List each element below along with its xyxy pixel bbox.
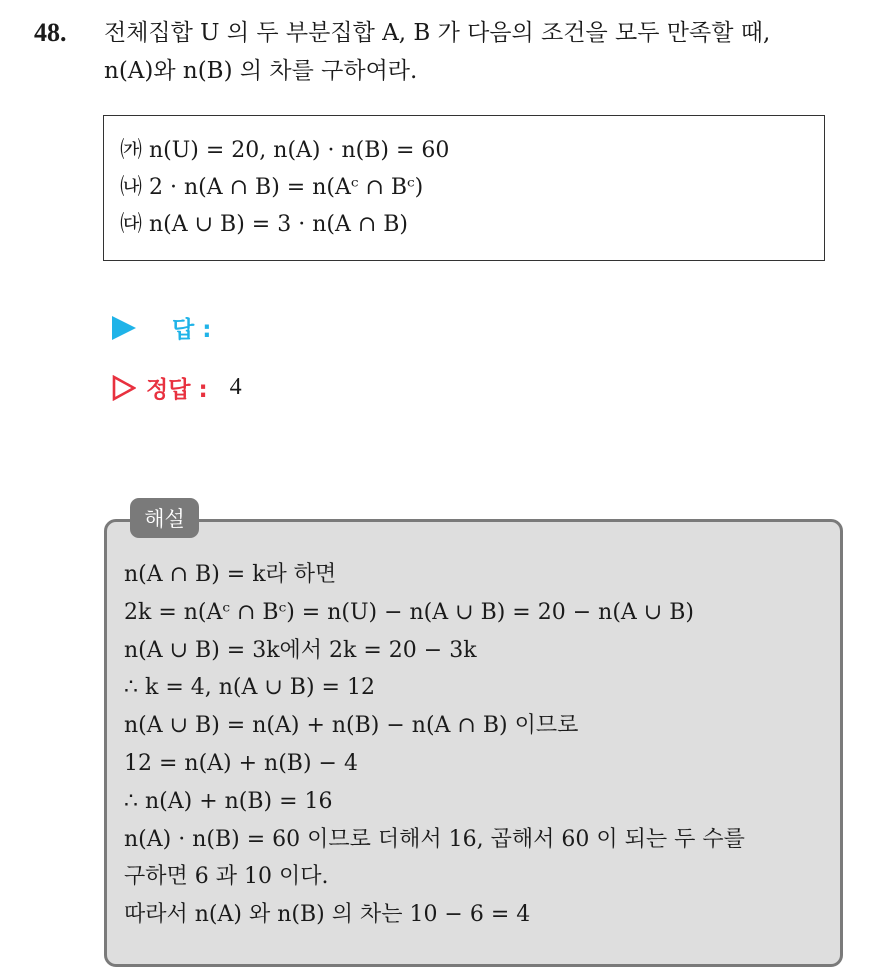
problem-statement xyxy=(34,14,874,90)
solution-line: 따라서 n(A) 와 n(B) 의 차는 10 − 6 = 4 xyxy=(124,902,531,928)
problem-text-line-2: n(A)와 n(B) 의 차를 구하여라. xyxy=(104,58,418,84)
solution-line: ∴ k = 4, n(A ∪ B) = 12 xyxy=(124,675,375,701)
correct-answer-row xyxy=(112,371,242,404)
problem-number: 48. xyxy=(34,18,67,47)
triangle-outline-icon xyxy=(112,375,136,401)
answer-label: 답 : xyxy=(172,317,212,343)
solution-line: ∴ n(A) + n(B) = 16 xyxy=(124,788,333,814)
triangle-play-icon xyxy=(112,316,136,340)
conditions-box xyxy=(103,115,825,261)
correct-answer-label: 정답 : xyxy=(146,377,208,403)
solution-tab: 해설 xyxy=(130,498,199,538)
problem-text-line-1: 전체집합 U 의 두 부분집합 A, B 가 다음의 조건을 모두 만족할 때, xyxy=(104,20,771,46)
solution-line: n(A ∩ B) = k라 하면 xyxy=(124,562,337,587)
condition-da: ㈐ n(A ∪ B) = 3 · n(A ∩ B) xyxy=(120,212,409,237)
solution-text xyxy=(124,556,834,934)
solution-line: n(A ∪ B) = 3k에서 2k = 20 − 3k xyxy=(124,637,477,663)
solution-line: 2k = n(Aᶜ ∩ Bᶜ) = n(U) − n(A ∪ B) = 20 − n(A ∪ B) xyxy=(124,599,694,625)
condition-ga: ㈎ n(U) = 20, n(A) · n(B) = 60 xyxy=(120,138,450,163)
solution-line: 구하면 6 과 10 이다. xyxy=(124,864,329,890)
solution-line: n(A) · n(B) = 60 이므로 더해서 16, 곱해서 60 이 되는 두 수를 xyxy=(124,826,745,852)
condition-na: ㈏ 2 · n(A ∩ B) = n(Aᶜ ∩ Bᶜ) xyxy=(120,175,424,200)
solution-line: n(A ∪ B) = n(A) + n(B) − n(A ∩ B) 이므로 xyxy=(124,713,579,739)
solution-line: 12 = n(A) + n(B) − 4 xyxy=(124,750,358,776)
answer-row xyxy=(112,311,211,344)
correct-answer-value: 4 xyxy=(229,374,242,400)
